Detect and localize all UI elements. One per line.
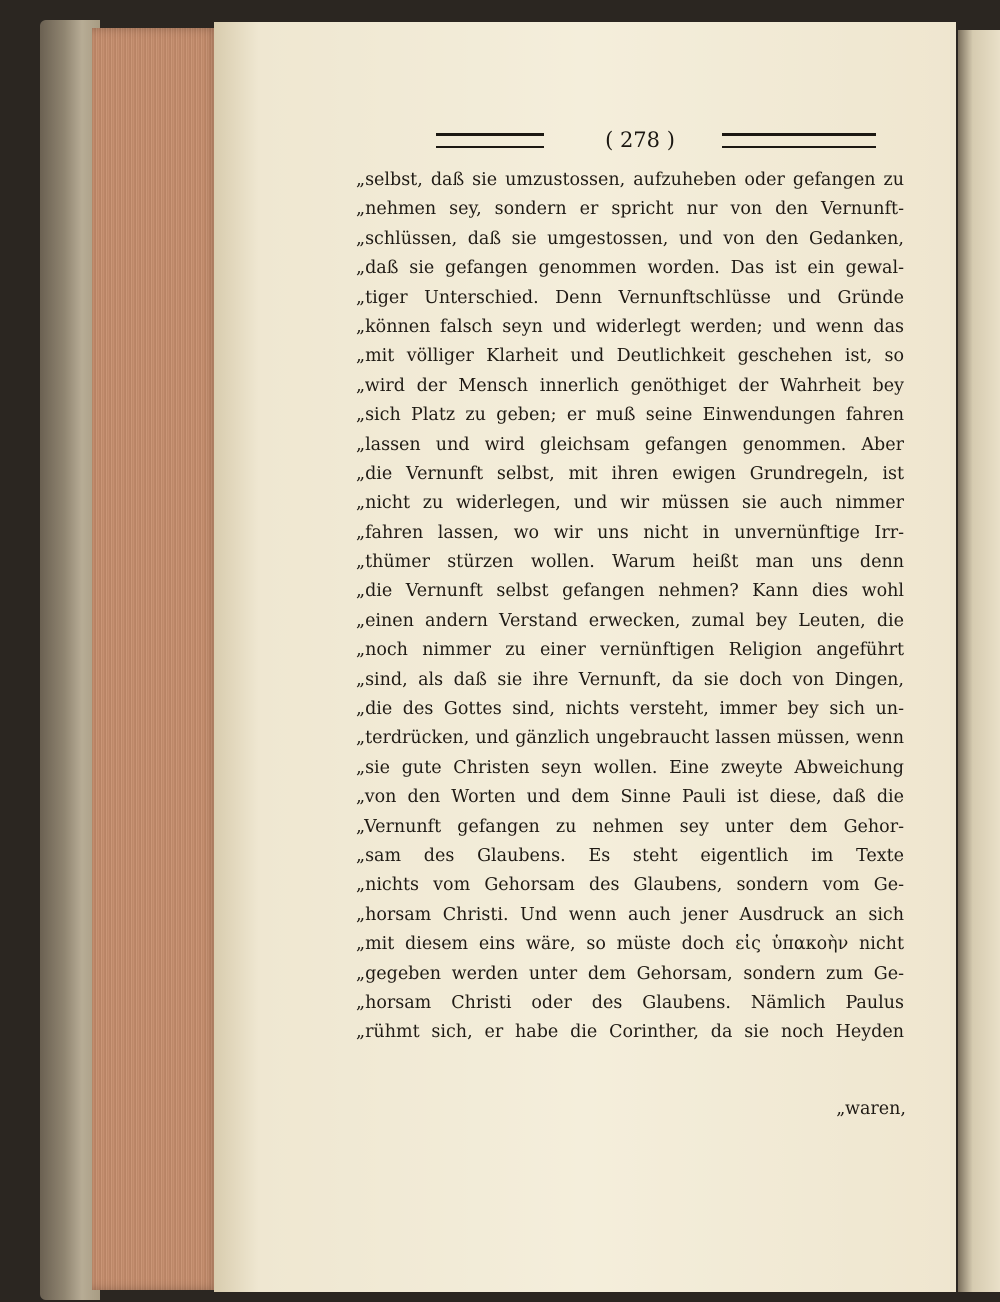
- text-line: „rühmt sich, er habe die Corinther, da sie noch Heyden: [356, 1022, 904, 1043]
- page-edges-stack: [92, 28, 220, 1290]
- text-line: „können falsch seyn und widerlegt werden; und wenn das: [356, 316, 904, 337]
- catchword: „waren,: [836, 1099, 906, 1119]
- text-line: „mit diesem eins wäre, so müste doch εἰς ὑπακοὴν nicht: [356, 934, 904, 955]
- text-line: „die Vernunft selbst gefangen nehmen? Kann dies wohl: [356, 581, 904, 602]
- text-line: „noch nimmer zu einer vernünftigen Religion angeführt: [356, 640, 904, 661]
- text-line: „die des Gottes sind, nichts versteht, immer bey sich un-: [356, 699, 904, 720]
- text-line: „wird der Mensch innerlich genöthiget der Wahrheit bey: [356, 375, 904, 396]
- page-header: [436, 124, 876, 156]
- text-line: „einen andern Verstand erwecken, zumal bey Leuten, die: [356, 610, 904, 631]
- text-line: „mit völliger Klarheit und Deutlichkeit geschehen ist, so: [356, 346, 904, 367]
- text-line: „schlüssen, daß sie umgestossen, und von den Gedanken,: [356, 228, 904, 249]
- text-line: „sich Platz zu geben; er muß seine Einwendungen fahren: [356, 405, 904, 426]
- text-line: „fahren lassen, wo wir uns nicht in unvernünftige Irr-: [356, 522, 904, 543]
- text-line: „nicht zu widerlegen, und wir müssen sie auch nimmer: [356, 493, 904, 514]
- text-line: „sie gute Christen seyn wollen. Eine zweyte Abweichung: [356, 757, 904, 778]
- text-line: „selbst, daß sie umzustossen, aufzuheben oder gefangen zu: [356, 170, 904, 190]
- text-line: „nichts vom Gehorsam des Glaubens, sondern vom Ge-: [356, 875, 904, 896]
- text-line: „horsam Christi. Und wenn auch jener Ausdruck an sich: [356, 904, 904, 925]
- text-line: „thümer stürzen wollen. Warum heißt man uns denn: [356, 552, 904, 573]
- body-text: [356, 166, 904, 1066]
- text-line: „sind, als daß sie ihre Vernunft, da sie doch von Dingen,: [356, 669, 904, 690]
- text-line: „sam des Glaubens. Es steht eigentlich im Texte: [356, 845, 904, 866]
- book-spine-edge: [40, 20, 100, 1300]
- header-rule-left: [436, 133, 544, 148]
- header-rule-right: [722, 133, 876, 148]
- text-line: „Vernunft gefangen zu nehmen sey unter dem Gehor-: [356, 816, 904, 837]
- text-line: „daß sie gefangen genommen worden. Das ist ein gewal-: [356, 258, 904, 279]
- text-line: „lassen und wird gleichsam gefangen genommen. Aber: [356, 434, 904, 455]
- facing-page-edge: [958, 30, 1000, 1292]
- text-line: „von den Worten und dem Sinne Pauli ist diese, daß die: [356, 787, 904, 808]
- page-number: ( 278 ): [605, 128, 675, 152]
- text-line: „terdrücken, und gänzlich ungebraucht lassen müssen, wenn: [356, 728, 904, 749]
- text-line: „die Vernunft selbst, mit ihren ewigen Grundregeln, ist: [356, 463, 904, 484]
- text-line: „horsam Christi oder des Glaubens. Nämlich Paulus: [356, 992, 904, 1013]
- text-line: „tiger Unterschied. Denn Vernunftschlüsse und Gründe: [356, 287, 904, 308]
- text-line: „gegeben werden unter dem Gehorsam, sondern zum Ge-: [356, 963, 904, 984]
- text-line: „nehmen sey, sondern er spricht nur von den Vernunft-: [356, 199, 904, 220]
